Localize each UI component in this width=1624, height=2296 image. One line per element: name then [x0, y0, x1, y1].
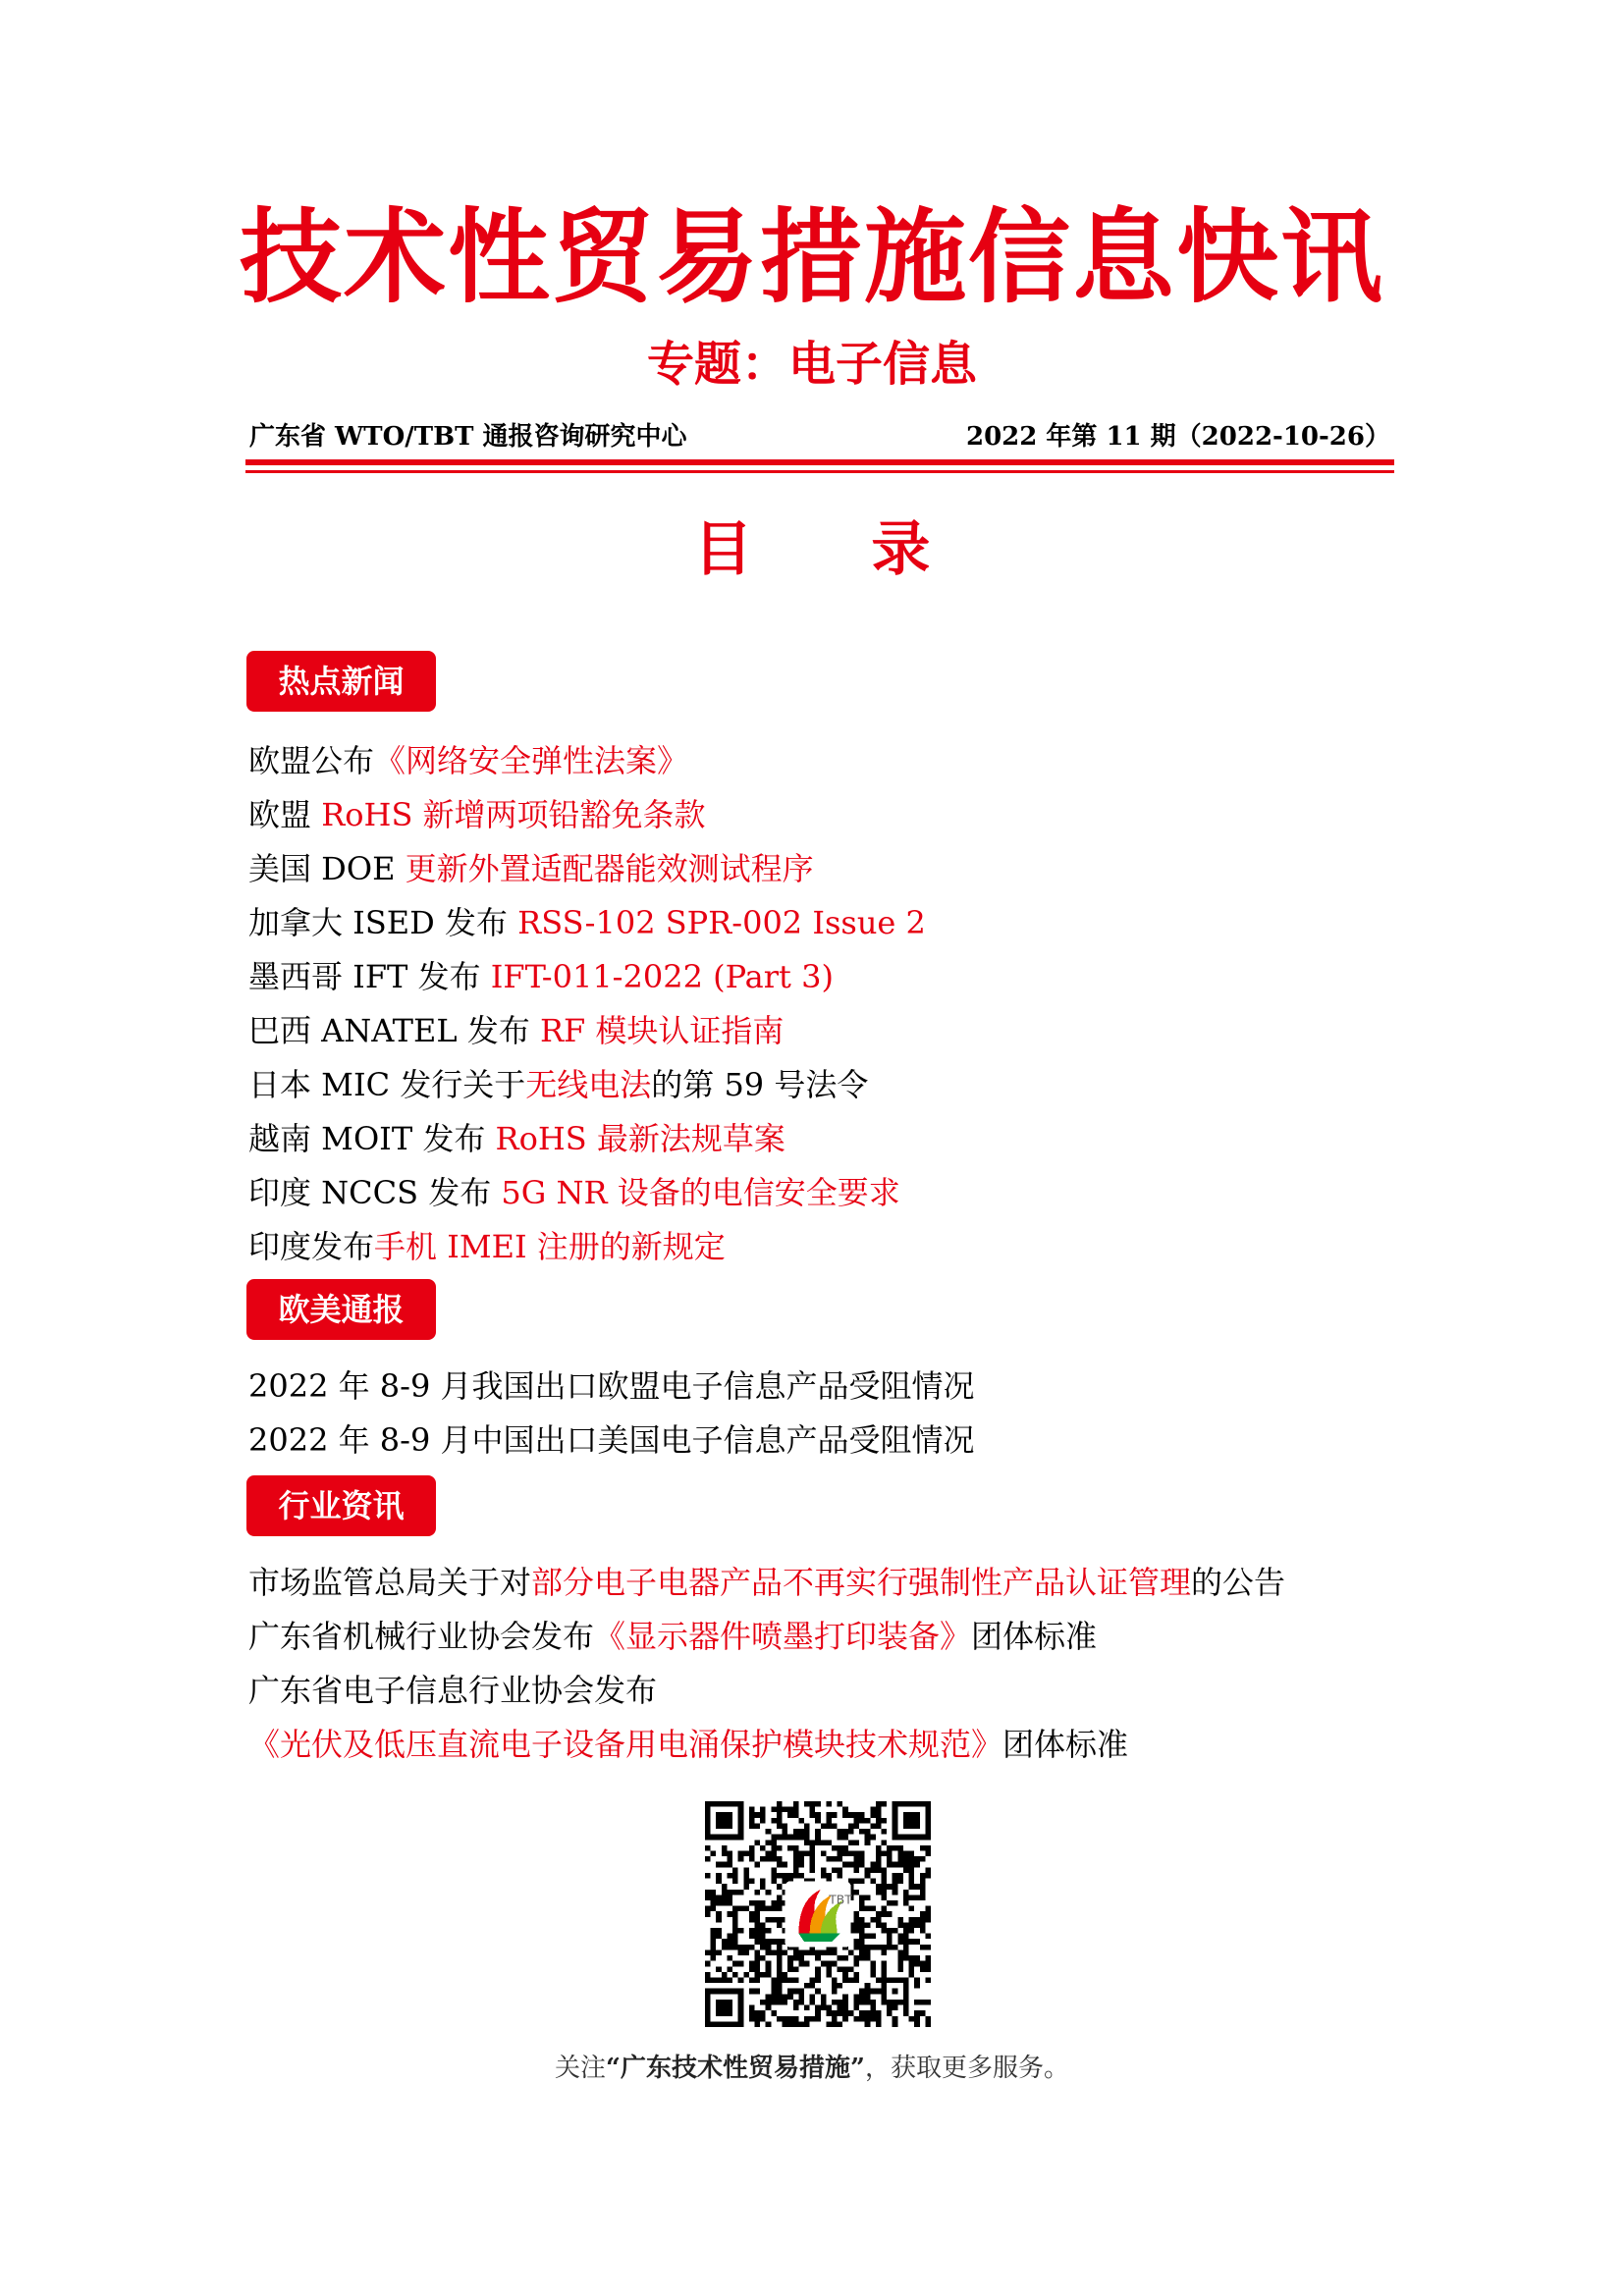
toc-link[interactable]: 市场监管总局关于对部分电子电器产品不再实行强制性产品认证管理的公告 — [248, 1564, 1286, 1601]
toc-link[interactable]: 2022 年 8-9 月我国出口欧盟电子信息产品受阻情况 — [248, 1367, 975, 1405]
toc-link[interactable]: 越南 MOIT 发布 RoHS 最新法规草案 — [248, 1120, 785, 1157]
section-badge-industry-news: 行业资讯 — [246, 1475, 436, 1536]
toc-link[interactable]: 墨西哥 IFT 发布 IFT-011-2022 (Part 3) — [248, 958, 834, 995]
toc-link[interactable]: 印度发布手机 IMEI 注册的新规定 — [248, 1228, 726, 1265]
newsletter-subtitle: 专题：电子信息 — [646, 337, 977, 392]
section-badge-hot-news: 热点新闻 — [246, 651, 436, 712]
toc-link[interactable]: 美国 DOE 更新外置适配器能效测试程序 — [248, 850, 814, 887]
toc-link[interactable]: 广东省电子信息行业协会发布《光伏及低压直流电子设备用电涌保护模块技术规范》团体标准 — [248, 1672, 1129, 1763]
toc-link[interactable]: 欧盟公布《网络安全弹性法案》 — [248, 742, 689, 779]
qr-code — [705, 1801, 931, 2027]
toc-link[interactable]: 印度 NCCS 发布 5G NR 设备的电信安全要求 — [248, 1174, 900, 1211]
newsletter-title: 技术性贸易措施信息快讯 — [239, 197, 1384, 317]
section-list-hot-news — [248, 734, 1407, 1274]
issue-info: 2022 年第 11 期（2022-10-26） — [965, 422, 1390, 452]
toc-link[interactable]: 日本 MIC 发行关于无线电法的第 59 号法令 — [248, 1066, 869, 1103]
section-list-industry-news — [248, 1556, 1407, 1772]
qr-caption: 关注“广东技术性贸易措施”，获取更多服务。 — [555, 2054, 1069, 2083]
toc-title: 目 录 — [693, 515, 980, 584]
toc-link[interactable]: 广东省机械行业协会发布《显示器件喷墨打印装备》团体标准 — [248, 1618, 1098, 1655]
publisher-name: 广东省 WTO/TBT 通报咨询研究中心 — [249, 422, 687, 452]
header-rule-thin — [245, 470, 1394, 473]
section-list-eu-us-notifications — [248, 1360, 1407, 1468]
toc-link[interactable]: 欧盟 RoHS 新增两项铅豁免条款 — [248, 796, 706, 833]
toc-link[interactable]: 加拿大 ISED 发布 RSS-102 SPR-002 Issue 2 — [248, 904, 926, 941]
qr-logo-text: TBT — [829, 1893, 852, 1907]
header-rule-thick — [245, 459, 1394, 465]
toc-link[interactable]: 巴西 ANATEL 发布 RF 模块认证指南 — [248, 1012, 785, 1049]
toc-link[interactable]: 2022 年 8-9 月中国出口美国电子信息产品受阻情况 — [248, 1421, 975, 1459]
section-badge-eu-us-notifications: 欧美通报 — [246, 1279, 436, 1340]
